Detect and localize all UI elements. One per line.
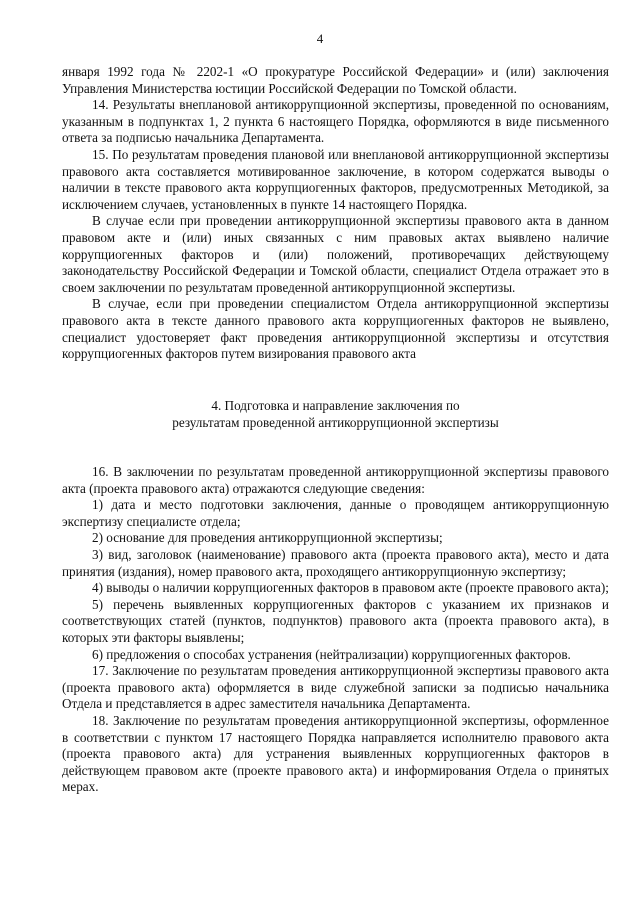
list-item: 1) дата и место подготовки заключения, данные о проводящем антикоррупционную экспертизу специалисте отдела; [62, 497, 609, 529]
list-item: 2) основание для проведения антикоррупционной экспертизы; [92, 530, 443, 546]
list-item: 6) предложения о способах устранения (нейтрализации) коррупциогенных факторов. [92, 646, 571, 662]
heading-line: результатам проведенной антикоррупционной экспертизы [172, 414, 499, 430]
page-number: 4 [316, 31, 324, 46]
paragraph: января 1992 года № 2202-1 «О прокуратуре Российской Федерации» и (или) заключения Управления Министерства юстиции Российской Федерации по Томской области. [62, 64, 609, 96]
list-item: 3) вид, заголовок (наименование) правового акта (проекта правового акта), место и дата принятия (издания), номер правового акта, проходящего антикоррупционную экспертизу; [62, 546, 609, 579]
paragraph: 15. По результатам проведения плановой или внеплановой антикоррупционной экспертизы правового акта составляется мотивированное заключение, в котором содержатся выводы о наличии в тексте правового акта коррупциогенных факторов, предусмотренных Методикой, за исключением случаев, установленных в пункте 14 настоящего Порядка. [62, 146, 609, 212]
section-body-1 [62, 64, 609, 363]
list-item: 4) выводы о наличии коррупциогенных факторов в правовом акте (проекте правового акта); [92, 580, 609, 596]
paragraph: 18. Заключение по результатам проведения антикоррупционной экспертизы, оформленное в соответствии с пунктом 17 настоящего Порядка направляется исполнителю правового акта (проекта правового акта) для устранения выявленных коррупциогенных факторов в действующем правовом акте (проекте правового акта) и информирования Отдела о принятых мерах. [62, 712, 609, 795]
section-heading [62, 398, 609, 431]
list-item: 5) перечень выявленных коррупциогенных факторов с указанием их признаков и соответствующих статей (пунктов, подпунктов) правового акта (проекта правового акта), в которых эти факторы выявлены; [62, 596, 609, 645]
paragraph: 14. Результаты внеплановой антикоррупционной экспертизы, проведенной по основаниям, указанным в подпунктах 1, 2 пункта 6 настоящего Порядка, оформляются в виде письменного ответа за подписью начальника Департамента. [62, 97, 609, 146]
paragraph: В случае, если при проведении специалистом Отдела антикоррупционной экспертизы правового акта в тексте данного правового акта коррупциогенных факторов не выявлено, специалист удостоверяет факт проведения антикоррупционной экспертизы и отсутствия коррупциогенных факторов путем визирования правового акта [62, 296, 609, 362]
section-body-2 [62, 464, 609, 796]
heading-line: 4. Подготовка и направление заключения по [211, 398, 460, 413]
paragraph: 17. Заключение по результатам проведения антикоррупционной экспертизы правового акта (проекта правового акта) оформляется в виде служебной записки за подписью начальника Отдела и представляется в адрес заместителя начальника Департамента. [62, 663, 609, 712]
paragraph: 16. В заключении по результатам проведенной антикоррупционной экспертизы правового акта (проекта правового акта) отражаются следующие сведения: [62, 464, 609, 496]
paragraph: В случае если при проведении антикоррупционной экспертизы правового акта в данном правовом акте и (или) иных связанных с ним правовых актах выявлено наличие коррупциогенных факторов и (или) положений, противоречащих действующему законодательству Российской Федерации и Томской области, специалист Отдела отражает это в своем заключении по результатам проведенной антикоррупционной экспертизы. [62, 213, 609, 295]
